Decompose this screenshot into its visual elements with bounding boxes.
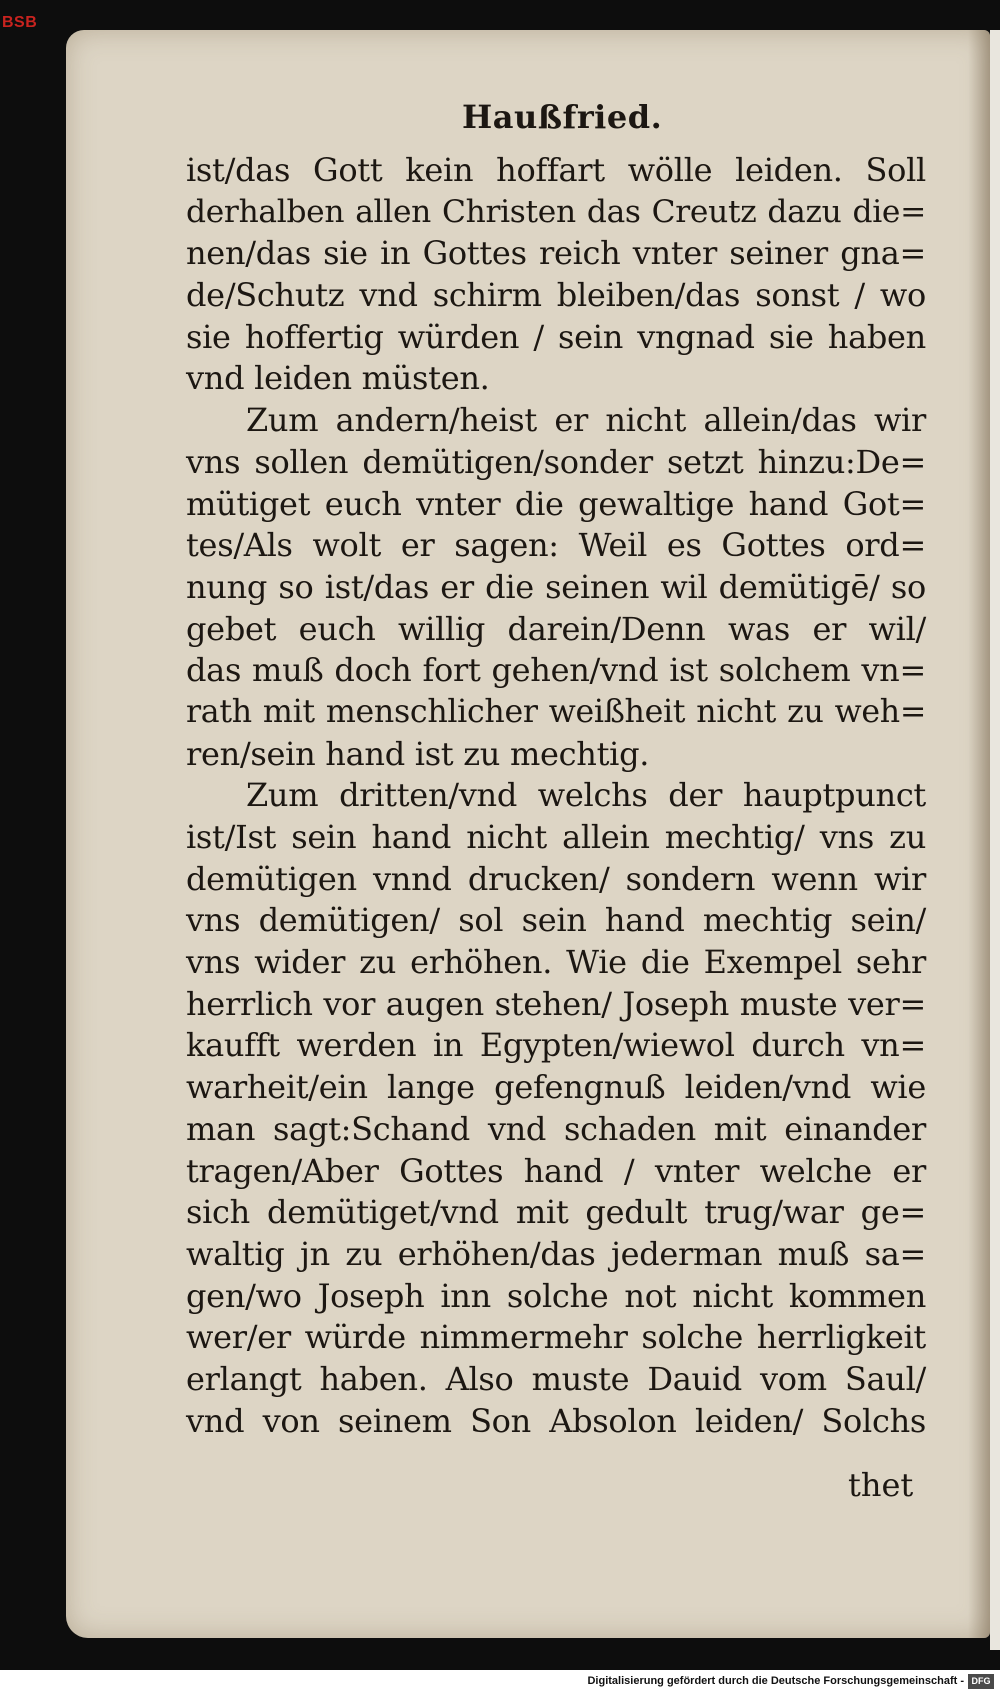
scan-border — [990, 30, 1000, 1650]
text-line: vns wider zu erhöhen. Wie die Exempel sehr — [186, 943, 926, 982]
text-line: gen/wo Joseph inn solche not nicht kommen — [186, 1276, 926, 1315]
text-line: tragen/Aber Gottes hand / vnter welche er — [186, 1151, 926, 1190]
funding-credit: Digitalisierung gefördert durch die Deutsche Forschungsgemeinschaft - — [587, 1675, 964, 1687]
text-line: sie hoffertig würden / sein vngnad sie haben — [186, 317, 926, 356]
text-line: ren/sein hand ist zu mechtig. — [186, 734, 650, 773]
text-line: Zum dritten/vnd welchs der hauptpunct — [246, 776, 926, 815]
text-line: waltig jn zu erhöhen/das jederman muß sa= — [186, 1234, 926, 1273]
page-edge-shadow — [968, 30, 990, 1638]
text-line: kaufft werden in Egypten/wiewol durch vn= — [186, 1026, 926, 1065]
text-line: das muß doch fort gehen/vnd ist solchem vn= — [186, 651, 926, 690]
text-line: rath mit menschlicher weißheit nicht zu weh= — [186, 693, 926, 730]
text-line: Zum andern/heist er nicht allein/das wir — [246, 401, 926, 440]
text-line: vnd leiden müsten. — [186, 359, 490, 398]
text-line: tes/Als wolt er sagen: Weil es Gottes ord= — [186, 526, 926, 565]
text-line: de/Schutz vnd schirm bleiben/das sonst / wo — [186, 276, 926, 315]
catchword: thet — [848, 1466, 914, 1504]
text-line: nen/das sie in Gottes reich vnter seiner gna= — [186, 234, 926, 273]
text-line: nung so ist/das er die seinen wil demütigē/ so — [186, 567, 926, 606]
text-line: vnd von seinem Son Absolon leiden/ Solchs — [186, 1401, 926, 1440]
text-line: ist/Ist sein hand nicht allein mechtig/ vns zu — [186, 818, 926, 856]
footer-bar — [0, 1670, 1000, 1695]
text-line: demütigen vnnd drucken/ sondern wenn wir — [186, 859, 926, 898]
library-watermark: BSB — [2, 14, 38, 31]
text-line: man sagt:Schand vnd schaden mit einander — [186, 1109, 926, 1148]
text-line: herrlich vor augen stehen/ Joseph muste ver= — [186, 984, 926, 1023]
text-line: erlangt haben. Also muste Dauid vom Saul/ — [186, 1359, 926, 1398]
text-line: warheit/ein lange gefengnuß leiden/vnd wie — [186, 1068, 926, 1107]
text-line: vns demütigen/ sol sein hand mechtig sein/ — [186, 901, 926, 940]
body-text — [186, 150, 926, 1442]
running-head: Haußfried. — [462, 98, 663, 136]
dfg-logo-icon: DFG — [968, 1674, 994, 1689]
text-line: sich demütiget/vnd mit gedult trug/war ge= — [186, 1193, 926, 1232]
text-line: mütiget euch vnter die gewaltige hand Got= — [186, 484, 926, 523]
text-line: vns sollen demütigen/sonder setzt hinzu:De= — [186, 442, 926, 481]
text-line: wer/er würde nimmermehr solche herrligkeit — [186, 1318, 926, 1357]
text-line: gebet euch willig darein/Denn was er wil/ — [186, 609, 926, 648]
text-line: derhalben allen Christen das Creutz dazu die= — [186, 193, 926, 230]
text-line: ist/das Gott kein hoffart wölle leiden. Soll — [186, 151, 926, 189]
